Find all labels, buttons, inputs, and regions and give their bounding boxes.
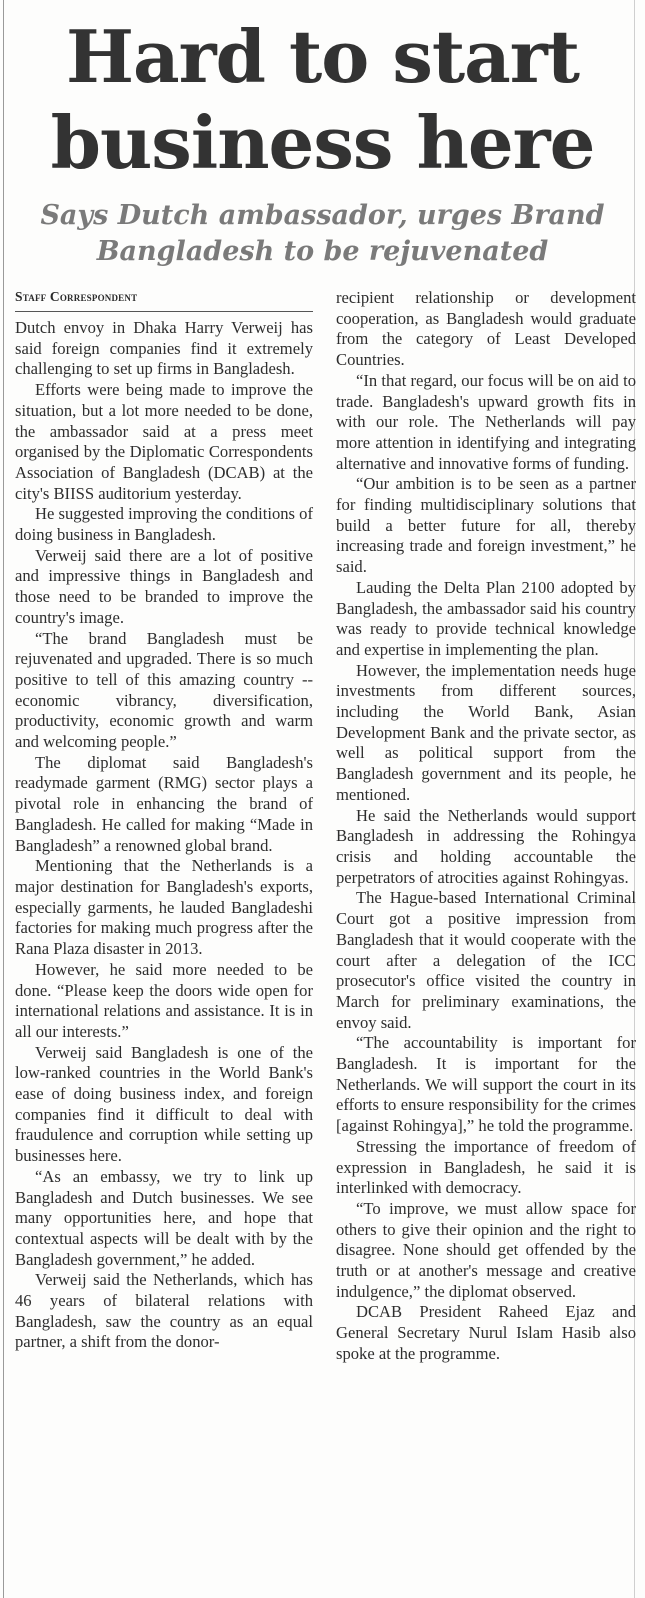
subheadline: [10, 198, 635, 270]
paragraph: The diplomat said Bangladesh's readymade garment (RMG) sector plays a pivotal role in enhancing the brand of Bangladesh. He called for making “Made in Bangladesh” a renowned global brand.: [15, 752, 313, 855]
paragraph: However, he said more needed to be done. “Please keep the doors wide open for international relations and assistance. It is in all our interests.”: [15, 959, 313, 1041]
paragraph: Efforts were being made to improve the situation, but a lot more needed to be done, the ambassador said at a press meet organised by the Diplomatic Correspondents Association of Bangladesh (DCAB) at the city's BIISS auditorium yesterday.: [15, 380, 313, 503]
byline: Staff Correspondent: [15, 288, 313, 312]
paragraph: “As an embassy, we try to link up Bangladesh and Dutch businesses. We see many opportunities here, and hope that contextual aspects will be dealt with by the Bangladesh government,” he added.: [15, 1166, 313, 1269]
headline-line-1: Hard to start: [65, 14, 579, 99]
paragraph: “The accountability is important for Bangladesh. It is important for the Netherlands. We will support the court in its efforts to ensure responsibility for the crimes [against Rohingya],” he told the programme.: [336, 1033, 636, 1136]
paragraph: Verweij said Bangladesh is one of the low-ranked countries in the World Bank's ease of doing business index, and foreign companies find it difficult to deal with fraudulence and corruption while setting up businesses here.: [15, 1042, 313, 1166]
paragraph: Mentioning that the Netherlands is a major destination for Bangladesh's exports, especially garments, he lauded Bangladeshi factories for making much progress after the Rana Plaza disaster in 2013.: [15, 856, 313, 959]
paragraph: “The brand Bangladesh must be rejuvenated and upgraded. There is so much positive to tell of this amazing country -- economic vibrancy, diversification, productivity, economic growth and warm and welcoming people.”: [15, 628, 313, 752]
column-rule-left: [3, 0, 4, 1598]
paragraph: “To improve, we must allow space for others to give their opinion and the right to disagree. None should get offended by the truth or at another's message and creative indulgence,” the diplomat observed.: [336, 1198, 636, 1301]
paragraph: Lauding the Delta Plan 2100 adopted by Bangladesh, the ambassador said his country was ready to provide technical knowledge and expertise in implementing the plan.: [336, 577, 636, 659]
headline: [10, 14, 635, 186]
paragraph: DCAB President Raheed Ejaz and General Secretary Nurul Islam Hasib also spoke at the programme.: [336, 1302, 636, 1363]
paragraph: “Our ambition is to be seen as a partner for finding multidisciplinary solutions that build a better future for all, thereby increasing trade and foreign investment,” he said.: [336, 474, 636, 577]
paragraph: He said the Netherlands would support Bangladesh in addressing the Rohingya crisis and holding accountable the perpetrators of atrocities against Rohingyas.: [336, 805, 636, 887]
paragraph: Stressing the importance of freedom of expression in Bangladesh, he said it is interlinked with democracy.: [336, 1136, 636, 1198]
paragraph: Verweij said there are a lot of positive and impressive things in Bangladesh and those need to be branded to improve the country's image.: [15, 545, 313, 627]
article-column-right: [336, 288, 636, 1365]
paragraph: “In that regard, our focus will be on aid to trade. Bangladesh's upward growth fits in with our role. The Netherlands will pay more attention in identifying and integrating alternative and innovative forms of funding.: [336, 370, 636, 473]
subheadline-line-1: Says Dutch ambassador, urges Brand: [40, 200, 605, 231]
paragraph-continuation: recipient relationship or development cooperation, as Bangladesh would graduate from the category of Least Developed Countries.: [336, 288, 636, 370]
paragraph: The Hague-based International Criminal Court got a positive impression from Bangladesh that it would cooperate with the court after a delegation of the ICC prosecutor's office visited the country in March for preliminary examinations, the envoy said.: [336, 888, 636, 1032]
paragraph: However, the implementation needs huge investments from different sources, including the World Bank, Asian Development Bank and the private sector, as well as political support from the Bangladesh government and its people, he mentioned.: [336, 660, 636, 804]
article-column-left: [15, 288, 313, 1353]
subheadline-line-2: Bangladesh to be rejuvenated: [96, 236, 549, 267]
paragraph: Verweij said the Netherlands, which has 46 years of bilateral relations with Bangladesh, saw the country as an equal partner, a shift from the donor-: [15, 1270, 313, 1352]
headline-line-2: business here: [50, 100, 595, 185]
paragraph: Dutch envoy in Dhaka Harry Verweij has said foreign companies find it extremely challenging to set up firms in Bangladesh.: [15, 318, 313, 379]
paragraph: He suggested improving the conditions of doing business in Bangladesh.: [15, 504, 313, 545]
